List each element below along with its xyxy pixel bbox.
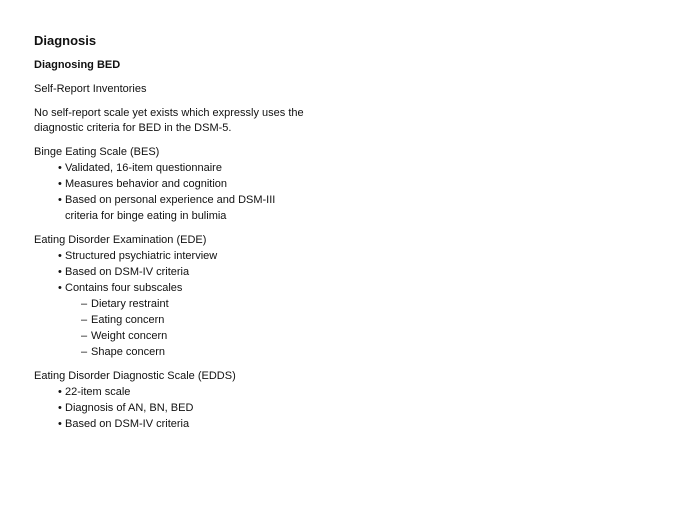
bullet-list	[34, 384, 654, 432]
section-ede	[34, 233, 654, 360]
list-item: • Structured psychiatric interview	[58, 250, 218, 262]
subscale-list	[65, 296, 654, 360]
list-item: • Measures behavior and cognition	[58, 178, 228, 190]
bullet-icon: •	[58, 418, 62, 430]
intro-paragraph: No self-report scale yet exists which expressly uses the diagnostic criteria for BED in the DSM-5.	[34, 107, 304, 134]
dash-icon: –	[81, 314, 88, 326]
bullet-icon: •	[58, 266, 62, 278]
dash-icon: –	[81, 330, 88, 342]
page-subtitle: Diagnosing BED	[34, 59, 121, 71]
dash-icon: –	[81, 346, 88, 358]
bullet-icon: •	[58, 250, 62, 262]
list-item: • Based on DSM-IV criteria	[58, 418, 190, 430]
bullet-icon: •	[58, 402, 62, 414]
bullet-icon: •	[58, 386, 62, 398]
bullet-icon: •	[58, 194, 62, 206]
list-item: • Validated, 16-item questionnaire	[58, 162, 222, 174]
sub-list-item: – Dietary restraint	[81, 298, 169, 310]
list-item: • Contains four subscales – Dietary restraint – Eating concern – Weight concern – Shape concern	[58, 280, 654, 360]
section-title: Eating Disorder Examination (EDE)	[34, 234, 207, 246]
bullet-icon: •	[58, 162, 62, 174]
sub-list-item: – Weight concern	[81, 330, 168, 342]
page-title: Diagnosis	[34, 33, 97, 48]
dash-icon: –	[81, 298, 88, 310]
section-title: Eating Disorder Diagnostic Scale (EDDS)	[34, 370, 236, 382]
list-item: • Based on DSM-IV criteria	[58, 266, 190, 278]
section-bes	[34, 145, 654, 224]
sub-list-item: – Shape concern	[81, 346, 165, 358]
list-item: • Based on personal experience and DSM-III criteria for binge eating in bulimia	[58, 194, 276, 222]
sub-list-item: – Eating concern	[81, 314, 165, 326]
section-edds	[34, 369, 654, 432]
bullet-list	[34, 248, 654, 360]
bullet-list	[34, 160, 654, 224]
bullet-icon: •	[58, 282, 62, 294]
list-item: • 22-item scale	[58, 386, 131, 398]
document-page	[34, 33, 654, 432]
inventories-heading: Self-Report Inventories	[34, 83, 147, 95]
bullet-icon: •	[58, 178, 62, 190]
list-item: • Diagnosis of AN, BN, BED	[58, 402, 194, 414]
section-title: Binge Eating Scale (BES)	[34, 146, 160, 158]
